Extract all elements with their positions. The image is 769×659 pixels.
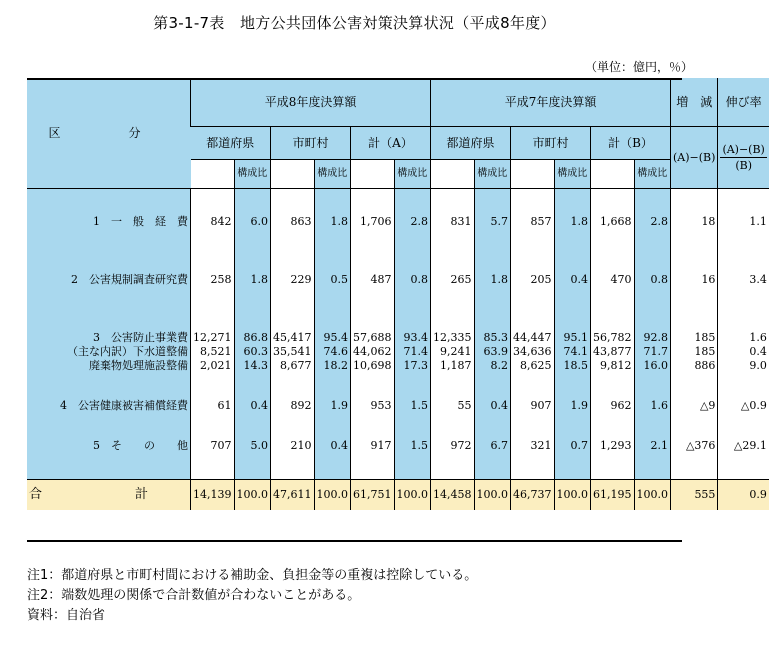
table-cell: 1,668 bbox=[591, 215, 635, 229]
h8-city-header: 市町村 bbox=[271, 127, 351, 160]
row-label: 2 公害規制調査研究費 bbox=[27, 273, 191, 287]
table-cell: 8,677 bbox=[271, 359, 315, 373]
table-cell: 61 bbox=[191, 399, 235, 413]
table-cell: 74.1 bbox=[554, 345, 591, 359]
table-cell: 2.1 bbox=[634, 439, 671, 453]
table-cell: 229 bbox=[271, 273, 315, 287]
table-cell: 0.9 bbox=[718, 480, 769, 511]
table-cell: 14,139 bbox=[191, 480, 235, 511]
table-cell: 44,062 bbox=[351, 345, 395, 359]
table-cell: 2.8 bbox=[394, 215, 431, 229]
table-cell: 43,877 bbox=[591, 345, 635, 359]
growth-fraction-header bbox=[718, 127, 769, 189]
table-cell: 55 bbox=[431, 399, 475, 413]
table-cell: 9.0 bbox=[718, 359, 769, 373]
table-cell: 1.9 bbox=[314, 399, 351, 413]
table-cell: 85.3 bbox=[474, 331, 511, 345]
total-row bbox=[27, 480, 769, 511]
growth-numerator: (A)−(B) bbox=[722, 143, 765, 156]
table-cell: 47,611 bbox=[271, 480, 315, 511]
table-cell: 12,271 bbox=[191, 331, 235, 345]
table-cell: 1.9 bbox=[554, 399, 591, 413]
table-cell: 972 bbox=[431, 439, 475, 453]
table-cell: 1.8 bbox=[314, 215, 351, 229]
table-cell: 35,541 bbox=[271, 345, 315, 359]
table-cell: 470 bbox=[591, 273, 635, 287]
table-cell: 5.0 bbox=[234, 439, 271, 453]
ratio-header: 構成比 bbox=[634, 160, 671, 189]
ratio-header: 構成比 bbox=[394, 160, 431, 189]
h8-header: 平成8年度決算額 bbox=[191, 78, 431, 127]
table-cell: 205 bbox=[511, 273, 555, 287]
table-cell: 0.4 bbox=[234, 399, 271, 413]
table-cell: 863 bbox=[271, 215, 315, 229]
table-cell: 3.4 bbox=[718, 273, 769, 287]
source-note: 資料：自治省 bbox=[27, 608, 106, 623]
table-cell: 1.8 bbox=[554, 215, 591, 229]
table-cell: 44,447 bbox=[511, 331, 555, 345]
table-cell: △9 bbox=[671, 399, 718, 413]
row-label: 5 そ の 他 bbox=[27, 439, 191, 453]
table-cell: 93.4 bbox=[394, 331, 431, 345]
ratio-header: 構成比 bbox=[314, 160, 351, 189]
row-label: 3 公害防止事業費 bbox=[27, 331, 191, 345]
table-cell: 100.0 bbox=[394, 480, 431, 511]
table-cell: 100.0 bbox=[234, 480, 271, 511]
table-cell: 86.8 bbox=[234, 331, 271, 345]
table-cell: 5.7 bbox=[474, 215, 511, 229]
budget-table bbox=[27, 78, 769, 510]
table-cell: 886 bbox=[671, 359, 718, 373]
h7-header: 平成7年度決算額 bbox=[431, 78, 671, 127]
table-cell: 100.0 bbox=[314, 480, 351, 511]
increase-header: 増 減 bbox=[671, 78, 718, 127]
table-cell: 9,241 bbox=[431, 345, 475, 359]
table-cell: 45,417 bbox=[271, 331, 315, 345]
table-cell: 57,688 bbox=[351, 331, 395, 345]
table-cell: 185 bbox=[671, 345, 718, 359]
table-cell: 1.8 bbox=[474, 273, 511, 287]
row-label: 廃棄物処理施設整備 bbox=[27, 359, 191, 373]
table-cell: 95.1 bbox=[554, 331, 591, 345]
table-cell: 61,751 bbox=[351, 480, 395, 511]
table-cell: 258 bbox=[191, 273, 235, 287]
table-cell: 18 bbox=[671, 215, 718, 229]
table-cell: 100.0 bbox=[474, 480, 511, 511]
table-row bbox=[27, 359, 769, 373]
table-cell: 831 bbox=[431, 215, 475, 229]
growth-header: 伸び率 bbox=[718, 78, 769, 127]
table-cell: 34,636 bbox=[511, 345, 555, 359]
table-cell: 1.6 bbox=[718, 331, 769, 345]
diff-header: (A)−(B) bbox=[671, 127, 718, 189]
table-cell: 2,021 bbox=[191, 359, 235, 373]
table-row bbox=[27, 215, 769, 229]
table-cell: 0.8 bbox=[634, 273, 671, 287]
table-cell: 953 bbox=[351, 399, 395, 413]
table-cell: 0.4 bbox=[554, 273, 591, 287]
notes bbox=[27, 566, 477, 626]
table-cell: 0.4 bbox=[474, 399, 511, 413]
table-cell: 46,737 bbox=[511, 480, 555, 511]
ratio-header: 構成比 bbox=[234, 160, 271, 189]
h8-pref-header: 都道府県 bbox=[191, 127, 271, 160]
growth-denominator: (B) bbox=[735, 159, 752, 172]
table-cell: 16 bbox=[671, 273, 718, 287]
table-cell: 962 bbox=[591, 399, 635, 413]
table-cell: △29.1 bbox=[718, 439, 769, 453]
table-cell: 9,812 bbox=[591, 359, 635, 373]
total-label: 合 計 bbox=[27, 480, 191, 511]
table-cell: 857 bbox=[511, 215, 555, 229]
table-cell: 18.5 bbox=[554, 359, 591, 373]
table-cell: 63.9 bbox=[474, 345, 511, 359]
table-row bbox=[27, 345, 769, 359]
table-cell: 2.8 bbox=[634, 215, 671, 229]
table-cell: 1,187 bbox=[431, 359, 475, 373]
table-cell: 12,335 bbox=[431, 331, 475, 345]
table-cell: 321 bbox=[511, 439, 555, 453]
table-cell: 18.2 bbox=[314, 359, 351, 373]
table-cell: 60.3 bbox=[234, 345, 271, 359]
row-label: 1 一 般 経 費 bbox=[27, 215, 191, 229]
table-cell: 74.6 bbox=[314, 345, 351, 359]
ratio-header: 構成比 bbox=[474, 160, 511, 189]
table-cell: 8,521 bbox=[191, 345, 235, 359]
table-cell: 0.7 bbox=[554, 439, 591, 453]
table-cell: 0.5 bbox=[314, 273, 351, 287]
table-cell: 71.4 bbox=[394, 345, 431, 359]
table-cell: 907 bbox=[511, 399, 555, 413]
table-cell: 0.4 bbox=[314, 439, 351, 453]
category-header: 区 分 bbox=[27, 78, 191, 189]
table-cell: 71.7 bbox=[634, 345, 671, 359]
table-row bbox=[27, 439, 769, 453]
table-cell: 707 bbox=[191, 439, 235, 453]
table-cell: 8,625 bbox=[511, 359, 555, 373]
h8-total-header: 計（A） bbox=[351, 127, 431, 160]
table-cell: △376 bbox=[671, 439, 718, 453]
table-cell: 100.0 bbox=[634, 480, 671, 511]
table-cell: 265 bbox=[431, 273, 475, 287]
table-cell: 185 bbox=[671, 331, 718, 345]
note-2: 注2：端数処理の関係で合計数値が合わないことがある。 bbox=[27, 588, 361, 603]
table-cell: 10,698 bbox=[351, 359, 395, 373]
row-label: （主な内訳）下水道整備 bbox=[27, 345, 191, 359]
ratio-header: 構成比 bbox=[554, 160, 591, 189]
h7-city-header: 市町村 bbox=[511, 127, 591, 160]
table-cell: 92.8 bbox=[634, 331, 671, 345]
table-cell: 1.5 bbox=[394, 399, 431, 413]
table-row bbox=[27, 273, 769, 287]
table-cell: 1.8 bbox=[234, 273, 271, 287]
table-cell: 8.2 bbox=[474, 359, 511, 373]
table-cell: 210 bbox=[271, 439, 315, 453]
table-cell: 555 bbox=[671, 480, 718, 511]
table-cell: 14,458 bbox=[431, 480, 475, 511]
table-cell: 1.5 bbox=[394, 439, 431, 453]
table-cell: 6.0 bbox=[234, 215, 271, 229]
table-cell: 6.7 bbox=[474, 439, 511, 453]
table-cell: 1.6 bbox=[634, 399, 671, 413]
table-row bbox=[27, 399, 769, 413]
table-cell: 61,195 bbox=[591, 480, 635, 511]
table-cell: △0.9 bbox=[718, 399, 769, 413]
table-cell: 0.4 bbox=[718, 345, 769, 359]
table-row bbox=[27, 331, 769, 345]
page-title: 第3-1-7表 地方公共団体公害対策決算状況（平成8年度） bbox=[153, 14, 556, 32]
table-cell: 842 bbox=[191, 215, 235, 229]
table-cell: 1,293 bbox=[591, 439, 635, 453]
header-row-1 bbox=[27, 78, 769, 127]
table-cell: 1,706 bbox=[351, 215, 395, 229]
table-cell: 100.0 bbox=[554, 480, 591, 511]
table-cell: 16.0 bbox=[634, 359, 671, 373]
table-cell: 95.4 bbox=[314, 331, 351, 345]
table-cell: 892 bbox=[271, 399, 315, 413]
row-label: 4 公害健康被害補償経費 bbox=[27, 399, 191, 413]
h7-pref-header: 都道府県 bbox=[431, 127, 511, 160]
table-cell: 1.1 bbox=[718, 215, 769, 229]
note-1: 注1：都道府県と市町村間における補助金、負担金等の重複は控除している。 bbox=[27, 568, 478, 583]
unit-label: （単位：億円，％） bbox=[584, 60, 693, 74]
table-cell: 487 bbox=[351, 273, 395, 287]
table-cell: 917 bbox=[351, 439, 395, 453]
table-cell: 17.3 bbox=[394, 359, 431, 373]
table-cell: 0.8 bbox=[394, 273, 431, 287]
h7-total-header: 計（B） bbox=[591, 127, 671, 160]
table-cell: 14.3 bbox=[234, 359, 271, 373]
table-cell: 56,782 bbox=[591, 331, 635, 345]
